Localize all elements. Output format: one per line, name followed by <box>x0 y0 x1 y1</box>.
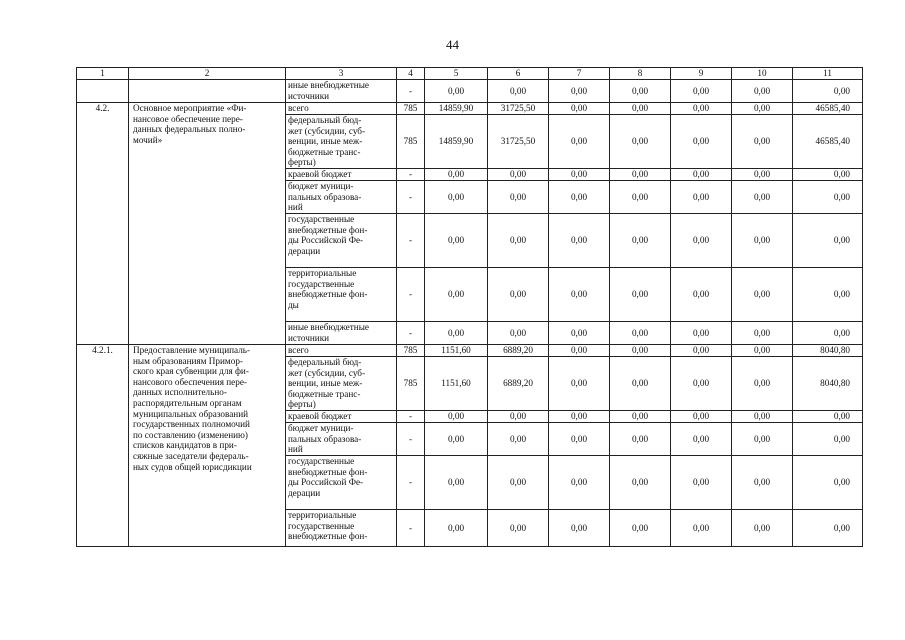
value-cell: 31725,50 <box>488 115 549 169</box>
value-cell: 0,00 <box>732 115 793 169</box>
value-cell: 0,00 <box>732 411 793 423</box>
value-cell: 0,00 <box>671 357 732 411</box>
value-cell: 0,00 <box>488 268 549 322</box>
value-cell: 0,00 <box>549 510 610 547</box>
value-cell: 0,00 <box>549 214 610 268</box>
value-cell: 0,00 <box>425 268 488 322</box>
value-cell: 0,00 <box>549 456 610 510</box>
value-cell: 0,00 <box>732 169 793 181</box>
value-cell: 0,00 <box>610 345 671 357</box>
value-cell: 0,00 <box>732 345 793 357</box>
value-cell: 6889,20 <box>488 357 549 411</box>
value-cell: 0,00 <box>732 357 793 411</box>
funding-source-cell: всего <box>286 103 397 115</box>
value-cell: 0,00 <box>732 510 793 547</box>
total-cell: 0,00 <box>793 80 863 103</box>
funding-source-cell: иные внебюджетные источники <box>286 80 397 103</box>
total-cell: 0,00 <box>793 322 863 345</box>
funding-source-cell: территориальные государственные внебюджетные фон- <box>286 510 397 547</box>
code-cell: - <box>397 268 425 322</box>
column-number: 6 <box>488 68 549 80</box>
value-cell: 0,00 <box>549 169 610 181</box>
column-number: 1 <box>77 68 129 80</box>
value-cell: 0,00 <box>671 80 732 103</box>
value-cell: 0,00 <box>671 268 732 322</box>
value-cell: 0,00 <box>425 322 488 345</box>
value-cell: 0,00 <box>488 423 549 456</box>
item-number-cell: 4.2. <box>77 103 129 345</box>
value-cell: 14859,90 <box>425 115 488 169</box>
value-cell: 0,00 <box>549 115 610 169</box>
column-number: 9 <box>671 68 732 80</box>
value-cell: 0,00 <box>671 510 732 547</box>
code-cell: - <box>397 169 425 181</box>
value-cell: 14859,90 <box>425 103 488 115</box>
value-cell: 0,00 <box>732 181 793 214</box>
code-cell: - <box>397 411 425 423</box>
funding-source-cell: государственные внебюджетные фон- ды Российской Фе- дерации <box>286 456 397 510</box>
budget-table <box>76 67 863 547</box>
funding-source-cell: государственные внебюджетные фон- ды Российской Фе- дерации <box>286 214 397 268</box>
funding-source-cell: краевой бюджет <box>286 169 397 181</box>
value-cell: 0,00 <box>671 115 732 169</box>
funding-source-cell: территориальные государственные внебюджетные фон- ды <box>286 268 397 322</box>
value-cell: 0,00 <box>671 214 732 268</box>
value-cell: 0,00 <box>610 322 671 345</box>
value-cell: 0,00 <box>610 115 671 169</box>
value-cell: 0,00 <box>549 268 610 322</box>
page-number: 44 <box>446 37 459 52</box>
value-cell: 0,00 <box>425 80 488 103</box>
total-cell: 0,00 <box>793 268 863 322</box>
value-cell: 0,00 <box>425 411 488 423</box>
funding-source-cell: бюджет муници- пальных образова- ний <box>286 181 397 214</box>
code-cell: - <box>397 80 425 103</box>
value-cell: 0,00 <box>549 322 610 345</box>
value-cell: 0,00 <box>610 423 671 456</box>
value-cell: 0,00 <box>671 322 732 345</box>
value-cell: 31725,50 <box>488 103 549 115</box>
value-cell: 0,00 <box>488 510 549 547</box>
column-number: 4 <box>397 68 425 80</box>
value-cell: 0,00 <box>488 214 549 268</box>
funding-source-cell: всего <box>286 345 397 357</box>
code-cell: - <box>397 423 425 456</box>
column-number: 10 <box>732 68 793 80</box>
value-cell: 0,00 <box>549 357 610 411</box>
value-cell: 0,00 <box>610 169 671 181</box>
total-cell: 0,00 <box>793 411 863 423</box>
value-cell: 0,00 <box>488 322 549 345</box>
total-cell: 0,00 <box>793 181 863 214</box>
value-cell: 0,00 <box>425 169 488 181</box>
value-cell: 0,00 <box>610 357 671 411</box>
item-name-cell: Основное мероприятие «Фи- нансовое обеспечение пере- данных федеральных полно- мочий» <box>129 103 286 345</box>
column-number: 5 <box>425 68 488 80</box>
table-body <box>77 68 863 547</box>
value-cell: 0,00 <box>549 181 610 214</box>
code-cell: 785 <box>397 345 425 357</box>
value-cell: 0,00 <box>549 423 610 456</box>
table-row <box>77 345 863 357</box>
value-cell: 0,00 <box>488 80 549 103</box>
code-cell: - <box>397 322 425 345</box>
total-cell: 0,00 <box>793 510 863 547</box>
total-cell: 0,00 <box>793 169 863 181</box>
funding-source-cell: краевой бюджет <box>286 411 397 423</box>
value-cell: 0,00 <box>488 456 549 510</box>
value-cell: 0,00 <box>610 214 671 268</box>
value-cell: 0,00 <box>488 411 549 423</box>
table-row <box>77 103 863 115</box>
funding-source-cell: федеральный бюд- жет (субсидии, суб- венции, иные меж- бюджетные транс- ферты) <box>286 115 397 169</box>
funding-source-cell: федеральный бюд- жет (субсидии, суб- венции, иные меж- бюджетные транс- ферты) <box>286 357 397 411</box>
funding-source-cell: бюджет муници- пальных образова- ний <box>286 423 397 456</box>
total-cell: 46585,40 <box>793 103 863 115</box>
item-name-cell: Предоставление муниципаль- ным образованиям Примор- ского края субвенции для фи- нансового обеспечения пере- данных исполнительно- распорядительным органам муниципальных образований государственных полномочий по составлению (изменению) списков кандидатов в при- сяжные заседатели федераль- ных судов общей юрисдикции <box>129 345 286 547</box>
code-cell: - <box>397 214 425 268</box>
code-cell: 785 <box>397 103 425 115</box>
value-cell: 0,00 <box>671 423 732 456</box>
value-cell: 0,00 <box>732 80 793 103</box>
code-cell: - <box>397 181 425 214</box>
total-cell: 8040,80 <box>793 345 863 357</box>
value-cell: 0,00 <box>610 456 671 510</box>
column-number-row <box>77 68 863 80</box>
value-cell: 0,00 <box>732 456 793 510</box>
value-cell: 0,00 <box>425 181 488 214</box>
value-cell: 0,00 <box>732 103 793 115</box>
value-cell: 0,00 <box>425 423 488 456</box>
table-row <box>77 80 863 103</box>
value-cell: 1151,60 <box>425 345 488 357</box>
value-cell: 0,00 <box>488 181 549 214</box>
value-cell: 0,00 <box>732 423 793 456</box>
value-cell: 0,00 <box>549 345 610 357</box>
value-cell: 0,00 <box>425 510 488 547</box>
total-cell: 46585,40 <box>793 115 863 169</box>
value-cell: 1151,60 <box>425 357 488 411</box>
total-cell: 8040,80 <box>793 357 863 411</box>
item-number-cell <box>77 80 129 103</box>
value-cell: 0,00 <box>671 345 732 357</box>
column-number: 8 <box>610 68 671 80</box>
column-number: 7 <box>549 68 610 80</box>
value-cell: 0,00 <box>732 322 793 345</box>
value-cell: 0,00 <box>671 411 732 423</box>
value-cell: 0,00 <box>425 456 488 510</box>
item-name-cell <box>129 80 286 103</box>
value-cell: 0,00 <box>671 169 732 181</box>
value-cell: 6889,20 <box>488 345 549 357</box>
value-cell: 0,00 <box>610 510 671 547</box>
code-cell: 785 <box>397 115 425 169</box>
code-cell: 785 <box>397 357 425 411</box>
item-number-cell: 4.2.1. <box>77 345 129 547</box>
value-cell: 0,00 <box>610 268 671 322</box>
code-cell: - <box>397 456 425 510</box>
value-cell: 0,00 <box>732 214 793 268</box>
value-cell: 0,00 <box>671 103 732 115</box>
value-cell: 0,00 <box>549 411 610 423</box>
value-cell: 0,00 <box>610 103 671 115</box>
column-number: 11 <box>793 68 863 80</box>
value-cell: 0,00 <box>671 181 732 214</box>
code-cell: - <box>397 510 425 547</box>
funding-source-cell: иные внебюджетные источники <box>286 322 397 345</box>
column-number: 2 <box>129 68 286 80</box>
value-cell: 0,00 <box>549 103 610 115</box>
value-cell: 0,00 <box>488 169 549 181</box>
value-cell: 0,00 <box>610 80 671 103</box>
total-cell: 0,00 <box>793 456 863 510</box>
value-cell: 0,00 <box>425 214 488 268</box>
value-cell: 0,00 <box>549 80 610 103</box>
total-cell: 0,00 <box>793 423 863 456</box>
value-cell: 0,00 <box>671 456 732 510</box>
value-cell: 0,00 <box>732 268 793 322</box>
column-number: 3 <box>286 68 397 80</box>
total-cell: 0,00 <box>793 214 863 268</box>
value-cell: 0,00 <box>610 411 671 423</box>
value-cell: 0,00 <box>610 181 671 214</box>
